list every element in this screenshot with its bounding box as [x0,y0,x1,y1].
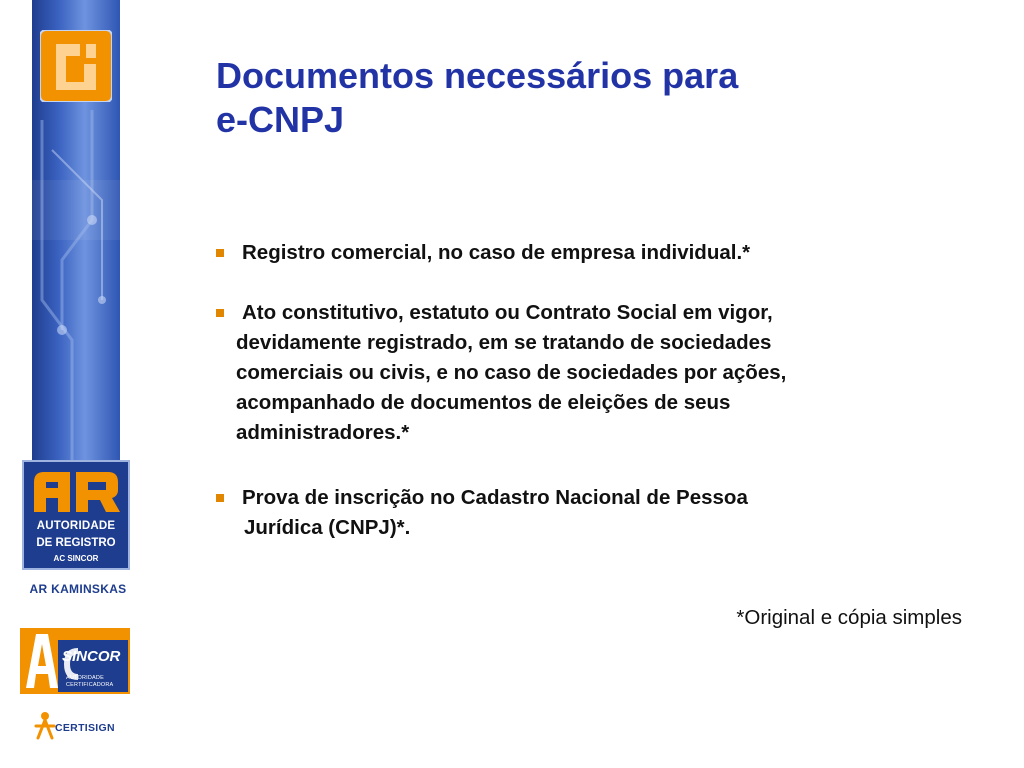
bullet-line: devidamente registrado, em se tratando de sociedades [236,331,772,354]
ar-logo-line-3: AC SINCOR [53,554,99,563]
bullet-square-icon [216,249,224,257]
bullet-line: administradores.* [236,421,410,444]
bullet-line: Registro comercial, no caso de empresa individual.* [242,241,751,264]
footnote: *Original e cópia simples [736,606,962,629]
ac-sincor-sub-2: CERTIFICADORA [66,682,114,688]
title-line-1: Documentos necessários para [216,55,739,96]
company-logo-icon [40,30,112,102]
bullet-line: comerciais ou civis, e no caso de sociedades por ações, [236,361,787,384]
bullet-item-ato-constitutivo [216,298,936,448]
ac-sincor-brand: SINCOR [62,648,121,665]
ar-logo-line-1: AUTORIDADE [36,520,116,532]
ar-kaminskas-label: AR KAMINSKAS [29,582,127,596]
ar-letters-icon [30,466,122,516]
certisign-label: CERTISIGN [55,722,115,734]
ac-sincor-sub-1: AUTORIDADE [66,675,104,681]
bullet-square-icon [216,309,224,317]
bullet-line: Prova de inscrição no Cadastro Nacional de Pessoa [242,486,748,509]
bullet-item-registro [216,238,936,268]
bullet-item-prova-cnpj [216,483,936,543]
title-line-2: e-CNPJ [216,99,345,140]
bullet-line: acompanhado de documentos de eleições de seus [236,391,731,414]
bullet-line: Jurídica (CNPJ)*. [244,516,411,539]
ar-logo [22,460,130,570]
bullet-square-icon [216,494,224,502]
page-title [216,54,916,142]
bullet-line: Ato constitutivo, estatuto ou Contrato Social em vigor, [242,301,773,324]
ar-logo-line-2: DE REGISTRO [36,537,116,549]
certisign-star-icon [34,710,56,747]
